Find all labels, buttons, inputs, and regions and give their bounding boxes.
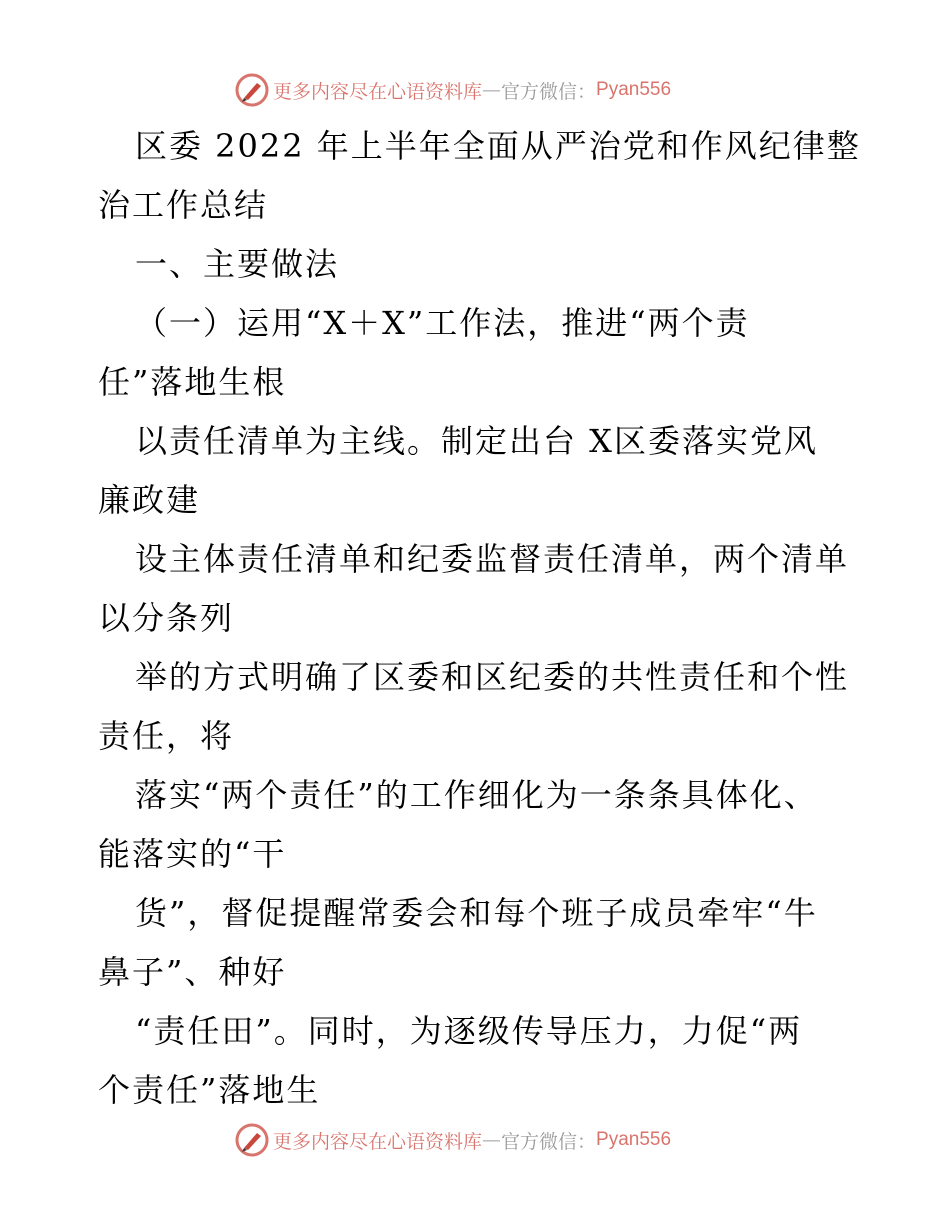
paragraph-line: 设主体责任清单和纪委监督责任清单，两个清单 xyxy=(135,540,850,578)
subsection-heading-line-2: 任”落地生根 xyxy=(98,363,287,401)
quill-pen-logo-icon xyxy=(235,1123,269,1157)
paragraph-line: 个责任”落地生 xyxy=(98,1071,321,1109)
watermark-separator: — xyxy=(482,79,502,101)
watermark-wechat-label: 官方微信： xyxy=(501,1130,597,1153)
watermark-wechat-id: Pyan556 xyxy=(596,79,672,100)
paragraph-line: 落实“两个责任”的工作细化为一条条具体化、 xyxy=(135,776,818,814)
watermark-banner-top xyxy=(235,72,671,108)
quill-pen-logo-icon xyxy=(235,73,269,107)
paragraph-line: 鼻子”、种好 xyxy=(98,953,287,991)
paragraph-line: “责任田”。同时，为逐级传导压力，力促“两 xyxy=(135,1012,803,1050)
watermark-site-text: 更多内容尽在心语资料库 xyxy=(273,80,483,103)
paragraph-line: 举的方式明确了区委和区纪委的共性责任和个性 xyxy=(135,658,850,696)
watermark-banner-bottom xyxy=(235,1122,671,1158)
title-line-1: 区委 2022 年上半年全面从严治党和作风纪律整 xyxy=(135,127,861,165)
paragraph-line: 廉政建 xyxy=(98,481,201,519)
paragraph-line: 责任，将 xyxy=(98,717,235,755)
paragraph-line: 以责任清单为主线。制定出台 X区委落实党风 xyxy=(135,422,818,460)
watermark-site-text: 更多内容尽在心语资料库 xyxy=(273,1130,483,1153)
subsection-heading-line-1: （一）运用“X＋X”工作法，推进“两个责 xyxy=(135,304,750,342)
title-line-2: 治工作总结 xyxy=(98,186,269,224)
paragraph-line: 货”，督促提醒常委会和每个班子成员牵牢“牛 xyxy=(135,894,818,932)
section-heading: 一、主要做法 xyxy=(135,245,340,283)
watermark-wechat-label: 官方微信： xyxy=(501,80,597,103)
paragraph-line: 能落实的“干 xyxy=(98,835,287,873)
paragraph-line: 以分条列 xyxy=(98,599,235,637)
watermark-wechat-id: Pyan556 xyxy=(596,1129,672,1150)
watermark-separator: — xyxy=(482,1129,502,1151)
